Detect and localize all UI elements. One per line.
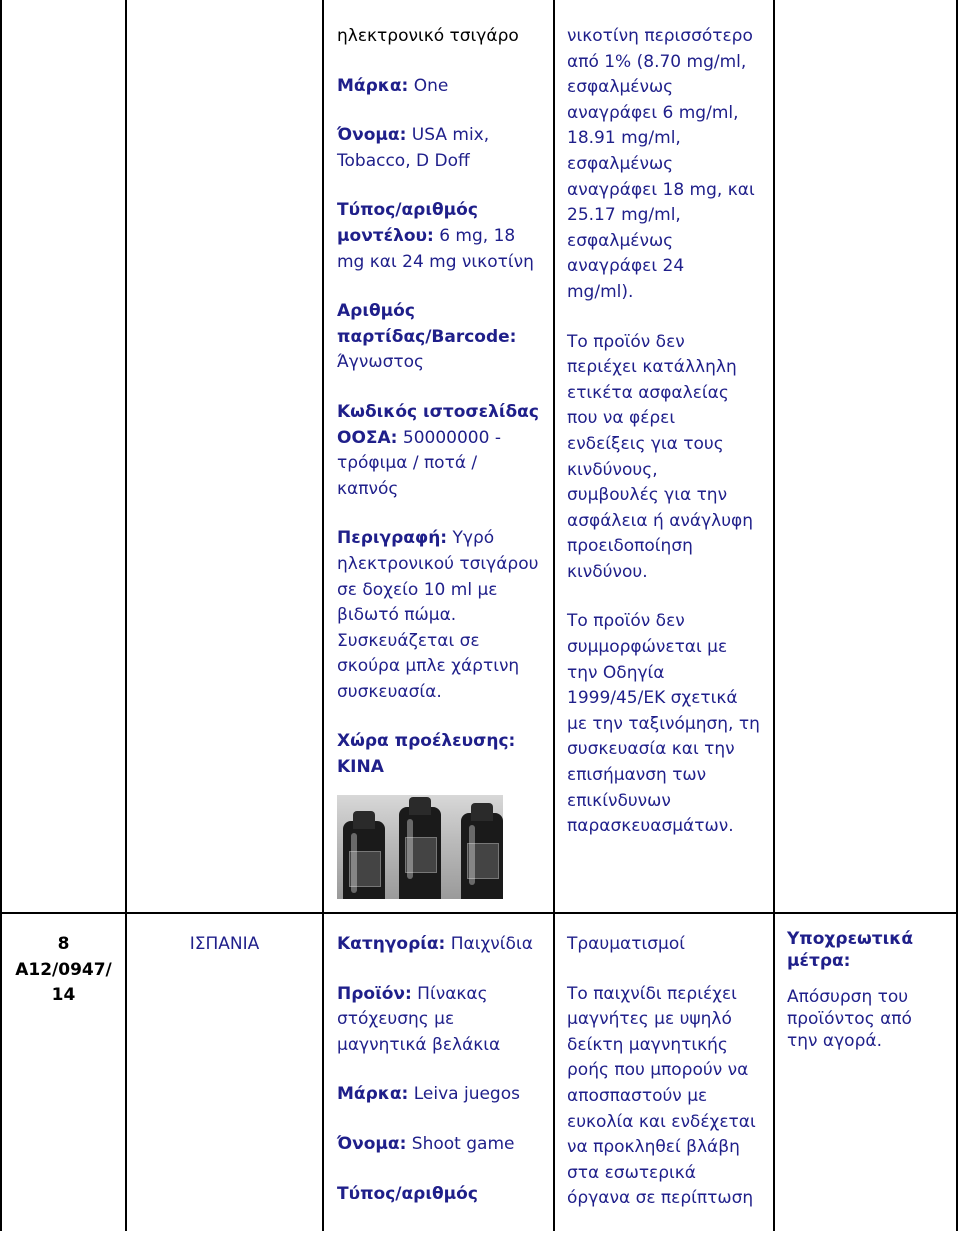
origin-value: ΚΙΝΑ (337, 757, 384, 778)
product-details-cell (337, 24, 549, 805)
product-value: Πίνακας (417, 983, 488, 1004)
type-label-2: Τύπος/αριθμός (337, 1183, 478, 1204)
description-line-2: ηλεκτρονικού τσιγάρου (337, 553, 539, 574)
code-value: 50000000 - (402, 427, 501, 448)
labelling-paragraph: Το προϊόν δεν περιέχει κατάλληλη ετικέτα ασφαλείας που να φέρει ενδείξεις για τους κινδύνους, συμβουλές για την ασφάλεια ή ανάγλυφη προειδοποίηση κινδύνου. (567, 331, 754, 582)
reference-line-2: 14 (51, 985, 76, 1006)
risk-title: Τραυματισμοί (567, 934, 685, 954)
name-label: Όνομα: (337, 125, 407, 146)
measures-label: Υποχρεωτικά (787, 929, 914, 949)
product-label: Προϊόν: (337, 983, 412, 1004)
description-line-7: συσκευασία. (337, 681, 442, 702)
type-label-cont: μοντέλου: (337, 225, 434, 246)
category-label: Κατηγορία: (337, 934, 446, 954)
risk-cell-2 (567, 932, 771, 1236)
bottle-left (343, 821, 385, 899)
measures-label-cont: μέτρα: (787, 951, 851, 971)
reference-line-1: A12/0947/ (15, 959, 112, 980)
product-value-2: στόχευσης με (337, 1009, 455, 1030)
code-label-cont: ΟΟΣΑ: (337, 427, 398, 448)
column-divider-1 (125, 0, 127, 1231)
bottle-right (461, 813, 503, 899)
row-divider (0, 912, 958, 914)
directive-paragraph: Το προϊόν δεν συμμορφώνεται με την Οδηγία 1999/45/ΕΚ σχετικά με την ταξινόμηση, τη συσκευασία και την επισήμανση των επικίνδυνων παρασκευασμάτων. (567, 611, 760, 837)
risk-description-cell (567, 24, 771, 864)
risk-description: Το παιχνίδι περιέχει μαγνήτες με υψηλό δείκτη μαγνητικής ροής που μπορούν να αποσπαστούν με ευκολία και ενδέχεται να προκληθεί βλάβη στα εσωτερικά όργανα σε περίπτωση (567, 983, 756, 1209)
brand-value-2: Leiva juegos (413, 1084, 520, 1105)
entry-number: 8 (57, 934, 70, 954)
entry-number-cell (2, 932, 125, 1009)
type-value-cont: mg και 24 mg νικοτίνη (337, 251, 534, 272)
column-divider-3 (553, 0, 555, 1231)
brand-value: One (413, 75, 449, 96)
measures-cell (787, 928, 953, 1076)
batch-value: Άγνωστος (337, 352, 424, 373)
type-value: 6 mg, 18 (439, 225, 516, 246)
product-value-3: μαγνητικά βελάκια (337, 1034, 501, 1055)
country-name: ΙΣΠΑΝΙΑ (189, 934, 260, 954)
product-details-cell-2 (337, 932, 549, 1231)
name-value-2: Shoot game (411, 1133, 515, 1154)
nicotine-paragraph: νικοτίνη περισσότερο από 1% (8.70 mg/ml, εσφαλμένως αναγράφει 6 mg/ml, 18.91 mg/ml, εσφαλμένως αναγράφει 18 mg, και 25.17 mg/ml, εσφαλμένως αναγράφει 24 mg/ml). (567, 26, 755, 302)
code-value-2: τρόφιμα / ποτά / (337, 453, 478, 474)
column-divider-4 (773, 0, 775, 1231)
batch-label-cont: παρτίδας/Barcode: (337, 326, 517, 347)
brand-label: Μάρκα: (337, 75, 409, 96)
description-line-1: Υγρό (452, 528, 495, 549)
description-line-5: Συσκευάζεται σε (337, 630, 480, 651)
column-divider-2 (322, 0, 324, 1231)
name-label-2: Όνομα: (337, 1133, 407, 1154)
type-label: Τύπος/αριθμός (337, 200, 478, 221)
table-border-left (0, 0, 2, 1231)
description-label: Περιγραφή: (337, 528, 448, 549)
name-value: USA mix, (411, 125, 490, 146)
description-line-3: σε δοχείο 10 ml με (337, 579, 498, 600)
country-cell (127, 932, 322, 958)
name-value-cont: Tobacco, D Doff (337, 150, 470, 171)
batch-label: Αριθμός (337, 301, 415, 322)
brand-label-2: Μάρκα: (337, 1084, 409, 1105)
description-line-6: σκούρα μπλε χάρτινη (337, 656, 520, 677)
product-intro: ηλεκτρονικό τσιγάρο (337, 26, 519, 46)
code-label: Κωδικός ιστοσελίδας (337, 401, 539, 422)
category-value: Παιχνίδια (450, 934, 533, 954)
code-value-3: καπνός (337, 478, 399, 499)
bottle-middle (399, 807, 441, 899)
measures-text: Απόσυρση του προϊόντος από την αγορά. (787, 987, 912, 1051)
description-line-4: βιδωτό πώμα. (337, 605, 457, 626)
product-photo (337, 795, 503, 899)
table-border-right (956, 0, 958, 1231)
origin-label: Χώρα προέλευσης: (337, 731, 516, 752)
